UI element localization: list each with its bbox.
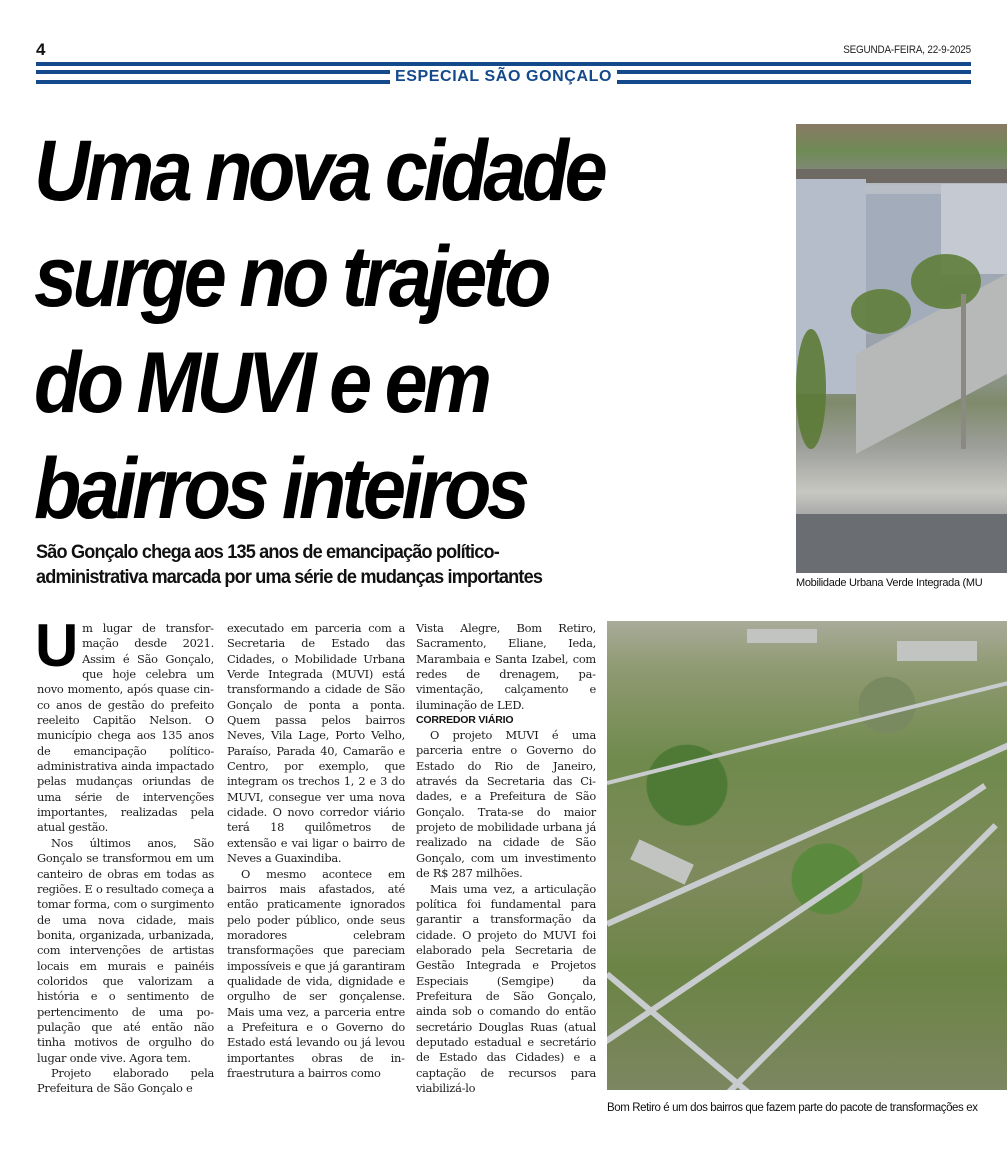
section-rule-left [36,69,390,85]
article-paragraph: Nos últimos anos, São Gonçalo se transformou em um canteiro de obras em todas as regiões. E o resultado começa a tomar forma, com o surgimento de uma nova cidade, mais bonita, organizada, urbanizada, com intervenções de artistas locais em murais e painéis coloridos que valorizam a história e o sentimento de pertencimento de uma população que até então não tinha motivos de orgulho do lugar onde vive. Agora tem. [37,835,214,1065]
photo-hill [796,124,1007,169]
drop-cap: U [35,612,79,679]
headline-line: do MUVI e em [34,335,488,431]
photo-palm-tree [911,254,981,309]
headline-line: bairros inteiros [34,441,526,537]
article-paragraph: executado em parceria com a Secretaria de Estado das Cidades, o Mobilidade Urbana Verde Integrada (MUVI) está transformando a cidade de São Gonçalo de ponta a ponta. Quem passa pelos bairros Neves, Vila Lage, Porto Velho, Paraíso, Parada 40, Camarão e Centro, por exemplo, que integram os trechos 1, 2 e 3 do MUVI, consegue ver uma nova cidade. O novo corredor viário terá 18 quilômetros de extensão e vai ligar o bairro de Neves a Guaxindiba. [227,621,405,866]
photo-caption-bottom: Bom Retiro é um dos bairros que fazem parte do pacote de transformações ex [607,1102,978,1114]
photo-warehouse [747,629,817,643]
photo-palm-tree [851,289,911,334]
article-paragraph: Projeto elaborado pela Prefeitura de São Gonçalo e [37,1065,214,1096]
photo-aerial-neighborhood [607,621,1007,1090]
article-paragraph: Mais uma vez, a articulação política foi fundamental para garantir a transformação da cidade. O projeto do MUVI foi elaborado pela Secretaria de Gestão Integrada e Projetos Especiais (Semgipe) da Prefeitura de São Gonçalo, ainda sob o comando do então secretário Douglas Ruas (atual deputado estadual e secretário de Estado das Cidades) e a captação de recursos para viabilizá-lo [416,881,596,1095]
section-rule-right [617,69,971,85]
headline [34,118,718,542]
headline-line: Uma nova cidade [34,123,604,219]
photo-tree [796,329,826,449]
photo-street-buildings [796,124,1007,573]
photo-road [796,514,1007,573]
subheadline-line: São Gonçalo chega aos 135 anos de emancipação político- [36,541,499,563]
subheadline-line: administrativa marcada por uma série de mudanças importantes [36,566,543,588]
article-subtitle: CORREDOR VIÁRIO [416,714,514,727]
page-number: 4 [36,40,46,59]
edition-date: SEGUNDA-FEIRA, 22-9-2025 [843,44,971,56]
header-rule [36,62,971,66]
photo-street [725,823,998,1090]
article-column-2 [227,621,405,1081]
article-paragraph [35,612,214,836]
article-column-1 [35,612,214,1097]
paragraph-text: m lugar de transformação desde 2021. Assim é São Gonçalo, que hoje celebra um novo momento, após quase cinco anos de gestão do prefeito reeleito Capitão Nelson. O município chega aos 135 anos de emancipação político-administrativa ainda impactado pelas mudanças oriundas de uma série de intervenções importantes, realizadas pela atual gestão. [37,621,214,835]
article-column-3 [416,621,596,1096]
photo-warehouse [630,839,694,884]
article-paragraph: Vista Alegre, Bom Retiro, Sacramento, Eliane, Ieda, Marambaia e Santa Izabel, com redes de drenagem, pavimentação, calçamento e iluminação de LED. [416,621,596,712]
photo-street [607,734,1007,927]
photo-caption-top: Mobilidade Urbana Verde Integrada (MU [796,577,983,589]
section-label: ESPECIAL SÃO GONÇALO [394,68,613,85]
article-paragraph: O projeto MUVI é uma parceria entre o Governo do Estado do Rio de Janeiro, através da Secretaria das Cidades, e a Prefeitura de São Gonçalo. Trata-se do maior projeto de mobilidade urbana já realizado na cidade de São Gonçalo, com um investimento de R$ 287 milhões. [416,728,596,881]
section-banner [36,69,971,85]
article-paragraph: O mesmo acontece em bairros mais afastados, até então praticamente ignorados pelo poder público, onde seus moradores celebram transformações que pareciam impossíveis e que já garantiram qualidade de vida, dignidade e orgulho de ser gonçalense. Mais uma vez, a parceria entre a Prefeitura e o Governo do Estado está levando ou já levou importantes obras de infraestrutura a bairros como [227,866,405,1080]
photo-street [607,783,987,1056]
photo-utility-pole [961,294,966,449]
subheadline [36,540,743,590]
photo-warehouse [897,641,977,661]
headline-line: surge no trajeto [34,229,547,325]
